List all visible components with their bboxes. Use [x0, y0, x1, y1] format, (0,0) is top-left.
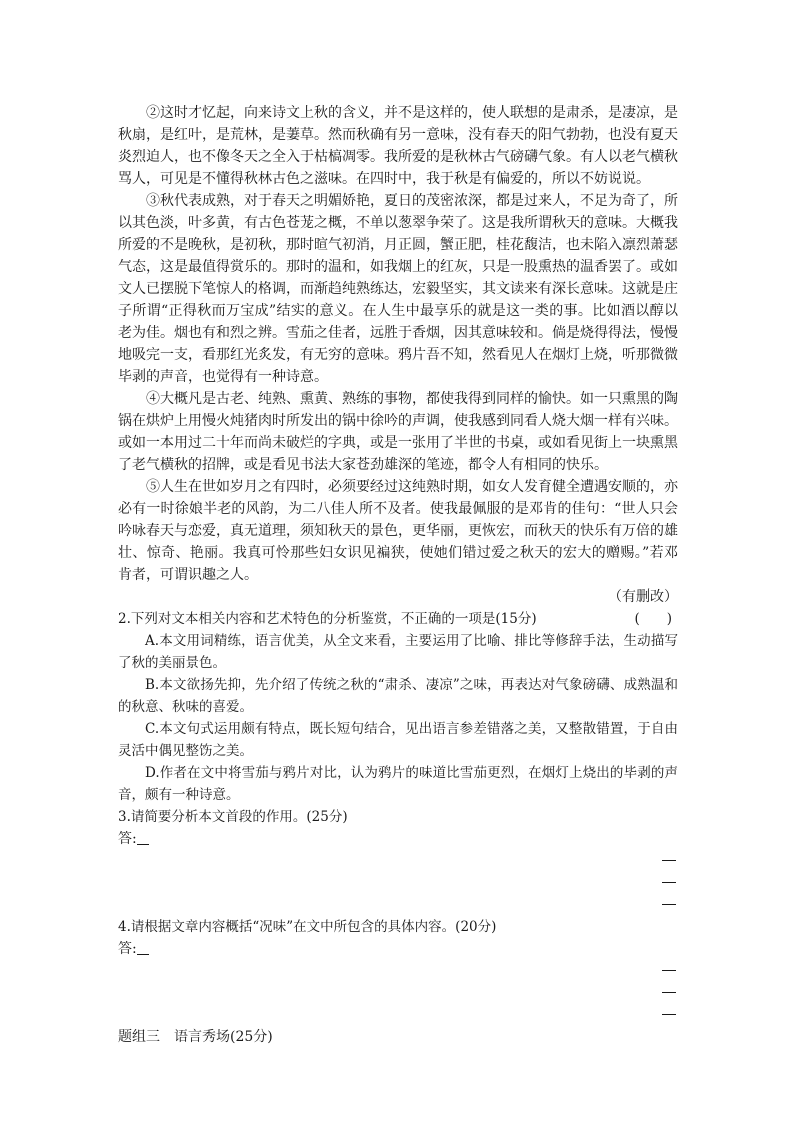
question-2-stem-row	[118, 608, 678, 630]
section-heading: 题组三 语言秀场(25分)	[118, 1029, 273, 1045]
option-d: D.作者在文中将雪茄与鸦片对比，认为鸦片的味道比雪茄更烈，在烟灯上烧出的毕剥的声音，颇有一种诗意。	[118, 765, 678, 803]
answer-line[interactable]	[662, 970, 676, 971]
answer-bracket: ( )	[634, 611, 672, 627]
passage-paragraph-2: ②这时才忆起，向来诗文上秋的含义，并不是这样的，使人联想的是肃杀，是凄凉，是秋扇，是红叶，是荒林，是萋草。然而秋确有另一意味，没有春天的阳气勃勃，也没有夏天炎烈迫人，也不像冬天之全入于枯槁凋零。我所爱的是秋林古气磅礴气象。有人以老气横秋骂人，可见是不懂得秋林古色之滋味。在四时中，我于秋是有偏爱的，所以不妨说说。	[118, 105, 678, 187]
answer-line[interactable]	[662, 992, 676, 993]
answer-line[interactable]	[662, 1014, 676, 1015]
option-b: B.本文欲扬先抑，先介绍了传统之秋的“肃杀、凄凉”之味，再表达对气象磅礴、成熟温和的秋意、秋味的喜爱。	[118, 677, 678, 715]
option-c: C.本文句式运用颇有特点，既长短句结合，见出语言参差错落之美，又整散错置，于自由灵活中偶见整饬之美。	[118, 721, 678, 759]
answer-line[interactable]	[662, 860, 676, 861]
question-3-answer	[118, 828, 678, 850]
question-3-answer-lines	[118, 850, 678, 916]
abridged-note: （有删改）	[608, 589, 678, 605]
question-4-stem: 4.请根据文章内容概括“况味”在文中所包含的具体内容。(20分)	[118, 919, 497, 935]
question-3-stem: 3.请简要分析本文首段的作用。(25分)	[118, 809, 348, 825]
answer-label: 答:	[118, 941, 137, 957]
answer-line[interactable]	[662, 882, 676, 883]
question-2-stem: 2.下列对文本相关内容和艺术特色的分析鉴赏，不正确的一项是(15分)	[118, 611, 537, 627]
answer-blank[interactable]	[137, 940, 149, 955]
question-4-answer	[118, 938, 678, 960]
option-a: A.本文用词精练，语言优美，从全文来看，主要运用了比喻、排比等修辞手法，生动描写了秋的美丽景色。	[118, 633, 678, 671]
passage-paragraph-4: ④大概凡是古老、纯熟、熏黄、熟练的事物，都使我得到同样的愉快。如一只熏黑的陶锅在烘炉上用慢火炖猪肉时所发出的锅中徐吟的声调，使我感到同看人烧大烟一样有兴味。或如一本用过二十年而尚未破烂的字典，或是一张用了半世的书桌，或如看见街上一块熏黑了老气横秋的招牌，或是看见书法大家苍劲雄深的笔迹，都令人有相同的快乐。	[118, 391, 678, 473]
passage-paragraph-5: ⑤人生在世如岁月之有四时，必须要经过这纯熟时期，如女人发育健全遭遇安顺的，亦必有一时徐娘半老的风韵，为二八佳人所不及者。使我最佩服的是邓肯的佳句：“世人只会吟咏春天与恋爱，真无道理，须知秋天的景色，更华丽，更恢宏，而秋天的快乐有万倍的雄壮、惊奇、艳丽。我真可怜那些妇女识见褊狭，使她们错过爱之秋天的宏大的赠赐。”若邓肯者，可谓识趣之人。	[118, 479, 678, 583]
answer-line[interactable]	[662, 904, 676, 905]
worksheet-page	[118, 102, 678, 1048]
passage-paragraph-3: ③秋代表成熟，对于春天之明媚娇艳，夏日的茂密浓深，都是过来人，不足为奇了，所以其色淡，叶多黄，有古色苍茏之概，不单以葱翠争荣了。这是我所谓秋天的意味。大概我所爱的不是晚秋，是初秋，那时暄气初消，月正圆，蟹正肥，桂花馥洁，也未陷入凛烈萧瑟气态，这是最值得赏乐的。那时的温和，如我烟上的红灰，只是一股熏热的温香罢了。或如文人已摆脱下笔惊人的格调，而渐趋纯熟练达，宏毅坚实，其文读来有深长意味。这就是庄子所谓“正得秋而万宝成”结实的意义。在人生中最享乐的就是这一类的事。比如酒以醇以老为佳。烟也有和烈之辨。雪茄之佳者，远胜于香烟，因其意味较和。倘是烧得得法，慢慢地吸完一支，看那红光炙发，有无穷的意味。鸦片吾不知，然看见人在烟灯上烧，听那微微毕剥的声音，也觉得有一种诗意。	[118, 193, 678, 385]
answer-blank[interactable]	[137, 830, 149, 845]
question-4-answer-lines	[118, 960, 678, 1026]
answer-label: 答:	[118, 831, 137, 847]
